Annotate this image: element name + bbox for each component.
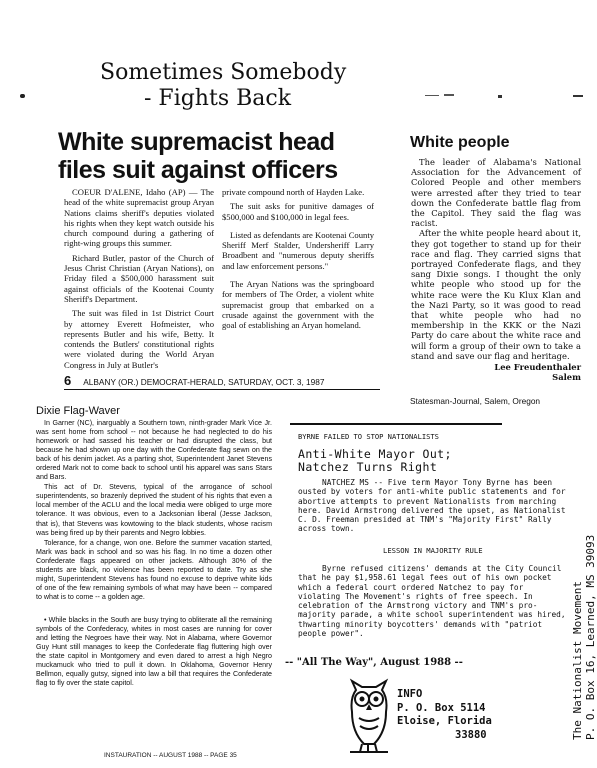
stray-mark	[498, 95, 502, 98]
address-line-3: Eloise, Florida	[397, 715, 492, 727]
contact-address	[397, 688, 492, 742]
signature-city: Salem	[552, 372, 581, 383]
address-line-1: INFO	[397, 688, 423, 700]
address-line-4: 33880	[455, 728, 487, 741]
article-body	[36, 419, 272, 689]
divider	[290, 423, 502, 425]
paragraph: In Garner (NC), inarguably a Southern town, ninth-grader Mark Vice Jr. was sent home from school -- not because he had neglected to do his homework or had sassed his teacher or had disrupted the class, but because he had shown up one day with the Confederate flag sewn on the back of his denim jacket. As a parting shot, Superintendent Janet Stevens ordered Mark not to come back to school until his apparel was sans Stars and Bars.	[36, 419, 272, 482]
paragraph: After the white people heard about it, they got together to stand up for their race and flag. They carried signs that portrayed Confederate flags, and they sang Dixie songs. I thought the only white people who stood up for the white race were the Ku Klux Klan and the Nazi Party, so it was good to read that white people who had no membership in the KKK or the Nazi Party do care about the white race and will form a group of their own to take a stand and save our flag and heritage.	[411, 228, 581, 361]
paragraph: This act of Dr. Stevens, typical of the arrogance of school superintendents, so brazenly deprived the student of his rights that even a local member of the ACLU and the local media were obliged to urge more tolerance. It was obvious, even to a Jacksonian liberal (Jesse Jackson, that is), that Stevens was kowtowing to the black students, whose racism was being fired up by their parents and Negro lobbies.	[36, 483, 272, 537]
article-headline: White supremacist head files suit against officers	[58, 128, 338, 184]
article-paragraph: Byrne refused citizens' demands at the City Council that he pay $1,958.61 legal fees out of his own pocket which a federal court ordered Natchez to pay for violating The Movement's rights of free speech. In celebration of the Armstrong victory and TNM's pro-majority parade, a white school superintendent was hired, thwarting minority boycotters' demands with "patriot people power".	[298, 564, 566, 639]
vertical-address-line-2: P. O. Box 16, Learned, MS 39093	[584, 534, 597, 740]
owl-logo-icon	[348, 680, 390, 760]
headline-line-2: Natchez Turns Right	[298, 460, 438, 474]
headline-line-1: Anti-White Mayor Out;	[298, 447, 452, 461]
paragraph: The suit asks for punitive damages of $500,000 and $100,000 in legal fees.	[222, 201, 374, 222]
paragraph: The suit was filed in 1st District Court by attorney Everett Hofmeister, who represents Butler and his wife, Betty. It contends the Butlers' constitutional rights were violated during the World Aryan Congress in July at Butler's	[64, 308, 214, 370]
page-footer: INSTAURATION -- AUGUST 1988 -- PAGE 35	[104, 752, 237, 759]
paragraph: Listed as defendants are Kootenai County Sheriff Merf Stalder, Undersheriff Larry Broadbent and "numerous deputy sheriffs and law enforcement persons."	[222, 229, 374, 271]
article-headline	[298, 448, 452, 474]
vertical-address	[571, 420, 597, 740]
paragraph: The Aryan Nations was the springboard for members of The Order, a violent white supremacist group that embarked on a crusade against the government with the goal of establishing an Aryan homeland.	[222, 279, 374, 331]
page-title	[100, 60, 390, 112]
signature: Lee Freudenthaler	[494, 362, 581, 373]
vertical-address-line-1: The Nationalist Movement	[571, 581, 584, 740]
article-column-1	[64, 187, 214, 374]
article-kicker: BYRNE FAILED TO STOP NATIONALISTS	[298, 432, 439, 441]
stray-mark	[573, 95, 583, 97]
article-paragraph: NATCHEZ MS -- Five term Mayor Tony Byrne has been ousted by voters for anti-white public statements and for abortive attempts to prevent Nationalists from marching here. David Armstrong delivered the upset, as Nationalist C. D. Freeman presided at TNM's "Majority First" Rally across town.	[298, 478, 566, 534]
article-column-2	[222, 187, 374, 335]
paragraph: The leader of Alabama's National Association for the Advancement of Colored People and other members were arrested after they tried to tear down the Confederate battle flag from the Capitol. They said the flag was racist.	[411, 157, 581, 229]
article-title: Dixie Flag-Waver	[36, 405, 120, 417]
paragraph: private compound north of Hayden Lake.	[222, 187, 365, 197]
paragraph: COEUR D'ALENE, Idaho (AP) — The head of the white supremacist group Aryan Nations claims sheriff's deputies violated his rights when they kept watch outside his church compound during a gathering of right-wing groups this summer.	[64, 187, 214, 249]
divider	[64, 389, 380, 390]
paragraph: Richard Butler, pastor of the Church of Jesus Christ Christian (Aryan Nations), on Friday filed a $500,000 harassment suit against officials of the Kootenai County Sheriff's Department.	[64, 252, 214, 304]
paragraph: Tolerance, for a change, won one. Before the summer vacation started, Mark was back in school and so was his flag. In no time a dozen other Confederate flags appeared on other jackets. Although 30% of the students are black, no violence has been reported to date. Try as she might, Superintendent Stevens has found no excuse to deprive white kids of one of the few remaining symbols of what may have been -- compared to what is to come -- a golden age.	[36, 538, 272, 601]
source-credit: -- "All The Way", August 1988 --	[285, 657, 463, 668]
address-line-2: P. O. Box 5114	[397, 701, 486, 714]
stray-mark	[425, 95, 439, 96]
paragraph: • While blacks in the South are busy trying to obliterate all the remaining symbols of the Confederacy, whites in most cases are running for cover and letting the Negroes have their way. Not in Alabama, where Governor Guy Hunt still manages to keep the Confederate flag fluttering high over the state capitol in Montgomery and even dared to arrest a high Negro muckamuck who tried to pull it down. In Oklahoma, Governor Henry Bellmon, equally gutsy, signed into law a bill that requires the Confederate flag to fly over the state capitol.	[36, 615, 272, 688]
page-title-line-2: - Fights Back	[144, 86, 292, 111]
dateline-bar	[64, 372, 380, 390]
stray-mark	[444, 94, 454, 96]
page-number: 6	[64, 373, 72, 388]
article-title: White people	[410, 134, 510, 151]
dateline: ALBANY (OR.) DEMOCRAT-HERALD, SATURDAY, OCT. 3, 1987	[83, 377, 325, 387]
source-credit: Statesman-Journal, Salem, Oregon	[410, 396, 541, 406]
stray-mark	[20, 94, 25, 98]
page-title-line-1: Sometimes Somebody	[100, 60, 347, 85]
article-subhead: LESSON IN MAJORITY RULE	[383, 546, 483, 555]
article-body	[411, 157, 581, 382]
